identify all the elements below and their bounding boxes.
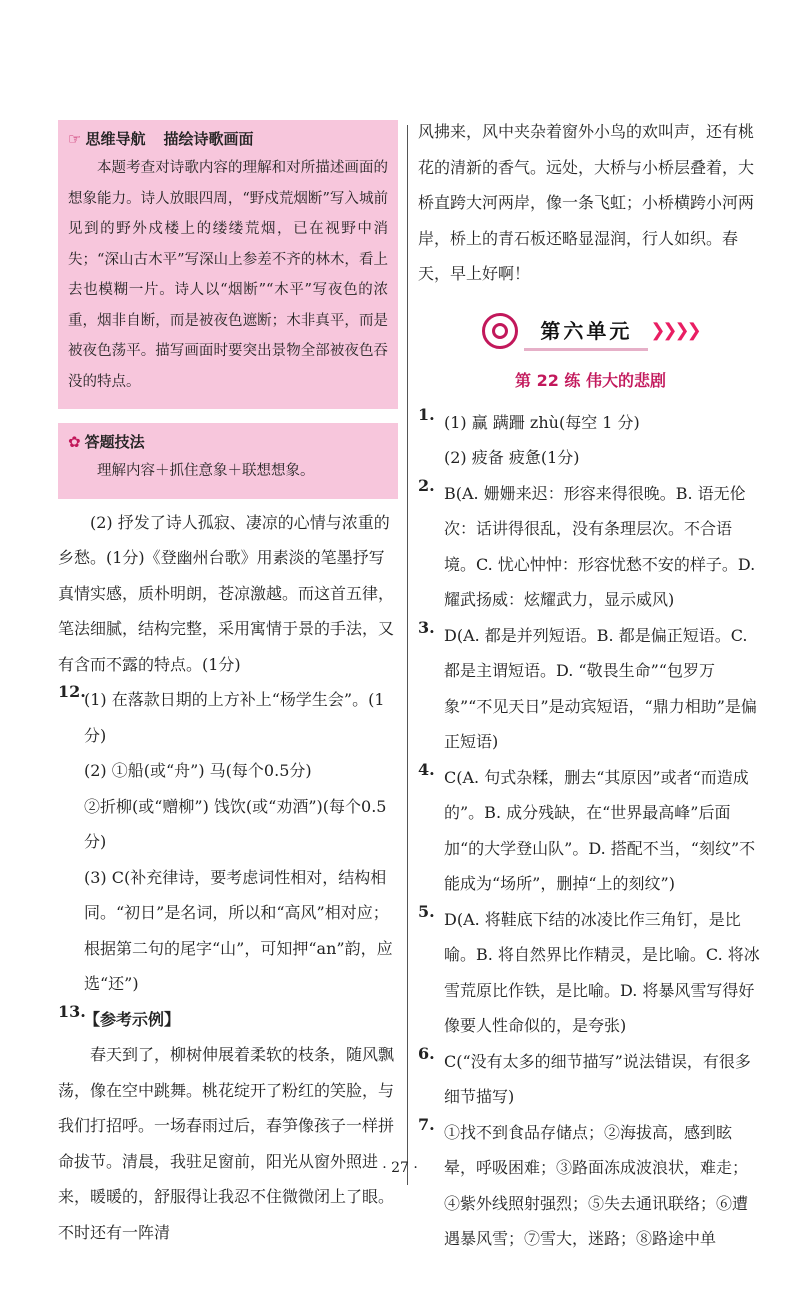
answer-item: [418, 760, 763, 902]
answer-item: [418, 618, 763, 760]
answer-item: [418, 902, 763, 1044]
answer-item: [418, 1044, 763, 1115]
page-number: · 27 ·: [382, 1160, 418, 1176]
lesson-title: 第 22 练 伟大的悲剧: [515, 370, 666, 390]
flower-icon: ✿: [68, 432, 81, 451]
answer-text: B(A. 姗姗来迟：形容来得很晚。B. 语无伦次：话讲得很乱，没有条理层次。不合语境。C. 忧心忡忡：形容忧愁不安的样子。D. 耀武扬威：炫耀武力，显示威风): [444, 483, 756, 609]
question-13: [58, 1002, 398, 1038]
answer-text: D(A. 都是并列短语。B. 都是偏正短语。C. 都是主谓短语。D. “敬畏生命”“包罗万象”“不见天日”是动宾短语，“鼎力相助”是偏正短语): [444, 625, 757, 751]
answer-tip-title-row: [68, 431, 388, 452]
answer-number: 4.: [418, 759, 435, 779]
unit-banner: [418, 308, 763, 354]
essay-continuation: 风拂来，风中夹杂着窗外小鸟的欢叫声，还有桃花的清新的香气。远处，大桥与小桥层叠着，大桥直跨大河两岸，像一条飞虹；小桥横跨小河两岸，桥上的青石板还略显湿润，行人如织。春天，早上好啊！: [418, 122, 755, 283]
answer-item: [418, 1115, 763, 1257]
answer-number: 7.: [418, 1114, 435, 1134]
question-13-heading: 【参考示例】: [84, 1009, 181, 1029]
question-13-number: 13.: [58, 1001, 86, 1021]
answer-number: 2.: [418, 475, 435, 495]
question-12-part-2a: (2) ①船(或“舟”) 马(每个0.5分): [84, 761, 312, 780]
question-12-part-2b: ②折柳(或“赠柳”) 饯饮(或“劝酒”)(每个0.5分): [84, 796, 387, 851]
unit-title: 第六单元: [524, 311, 648, 351]
question-12: [58, 682, 398, 1002]
thinking-guide-subtitle: 描绘诗歌画面: [163, 130, 254, 148]
answer-text: C(“没有太多的细节描写”说法错误，有很多细节描写): [444, 1051, 751, 1106]
answer-tip-title: 答题技法: [84, 433, 145, 451]
thinking-guide-box: [58, 120, 398, 409]
answer-text: D(A. 将鞋底下结的冰凌比作三角钉，是比喻。B. 将自然界比作精灵，是比喻。C. 将冰雪荒原比作铁，是比喻。D. 将暴风雪写得好像要人性命似的，是夸张): [444, 909, 760, 1035]
left-column: [58, 120, 398, 1250]
target-icon: [482, 313, 518, 349]
question-13-paragraph: 春天到了，柳树伸展着柔软的枝条，随风飘荡，像在空中跳舞。桃花绽开了粉红的笑脸，与我们打招呼。一场春雨过后，春笋像孩子一样拼命拔节。清晨，我驻足窗前，阳光从窗外照进来，暖暖的，舒服得让我忍不住微微闭上了眼。不时还有一阵清: [58, 1045, 395, 1242]
answer-number: 5.: [418, 901, 435, 921]
question-12-part-3: (3) C(补充律诗，要考虑词性相对，结构相同。“初日”是名词，所以和“高风”相对应；根据第二句的尾字“山”，可知押“an”韵，应选“还”): [84, 867, 393, 993]
thinking-guide-text: 本题考查对诗歌内容的理解和对所描述画面的想象能力。诗人放眼四周，“野戍荒烟断”写入城前见到的野外戍楼上的缕缕荒烟，已在视野中消失；“深山古木平”写深山上参差不齐的林木，看上去也模糊一片。诗人以“烟断”“木平”写夜色的浓重，烟非自断，而是被夜色遮断；木非真平，而是被夜色荡平。描写画面时要突出景物全部被夜色吞没的特点。: [68, 160, 388, 390]
column-divider: [407, 125, 408, 1185]
question-12-number: 12.: [58, 682, 86, 701]
right-column: [418, 120, 763, 1257]
answer-11-part-2: (2) 抒发了诗人孤寂、凄凉的心情与浓重的乡愁。(1分)《登幽州台歌》用素淡的笔墨抒写真情实感，质朴明朗，苍凉激越。而这首五律，笔法细腻，结构完整，采用寓情于景的手法，又有含而不露的特点。(1分): [58, 512, 395, 674]
answer-text: ①找不到食品存储点；②海拔高，感到眩晕，呼吸困难；③路面冻成波浪状，难走；④紫外线照射强烈；⑤失去通讯联络；⑥遭遇暴风雪；⑦雪大，迷路；⑧路途中单: [444, 1122, 749, 1248]
answer-tip-text: 理解内容＋抓住意象＋联想想象。: [97, 463, 315, 479]
answer-item: [418, 405, 763, 476]
answer-tip-box: [58, 423, 398, 499]
answer-list: [418, 405, 763, 1257]
answer-number: 6.: [418, 1043, 435, 1063]
answer-text: (1) 赢 蹒跚 zhù(每空 1 分): [444, 412, 640, 432]
pointing-hand-icon: ☞: [68, 129, 82, 148]
chevrons-icon: ❯❯❯❯: [650, 320, 699, 341]
thinking-guide-title: 思维导航: [85, 130, 146, 148]
answer-item: [418, 476, 763, 618]
answer-text: C(A. 句式杂糅，删去“其原因”或者“而造成的”。B. 成分残缺，在“世界最高峰”后面加“的大学登山队”。D. 搭配不当，“刻纹”不能成为“场所”，删掉“上的刻纹”): [444, 767, 756, 893]
answer-text: (2) 疲备 疲惫(1分): [444, 448, 580, 467]
answer-number: 3.: [418, 617, 435, 637]
thinking-guide-title-row: [68, 128, 388, 149]
answer-number: 1.: [418, 404, 435, 424]
question-12-part-1: (1) 在落款日期的上方补上“杨学生会”。(1分): [84, 690, 385, 745]
